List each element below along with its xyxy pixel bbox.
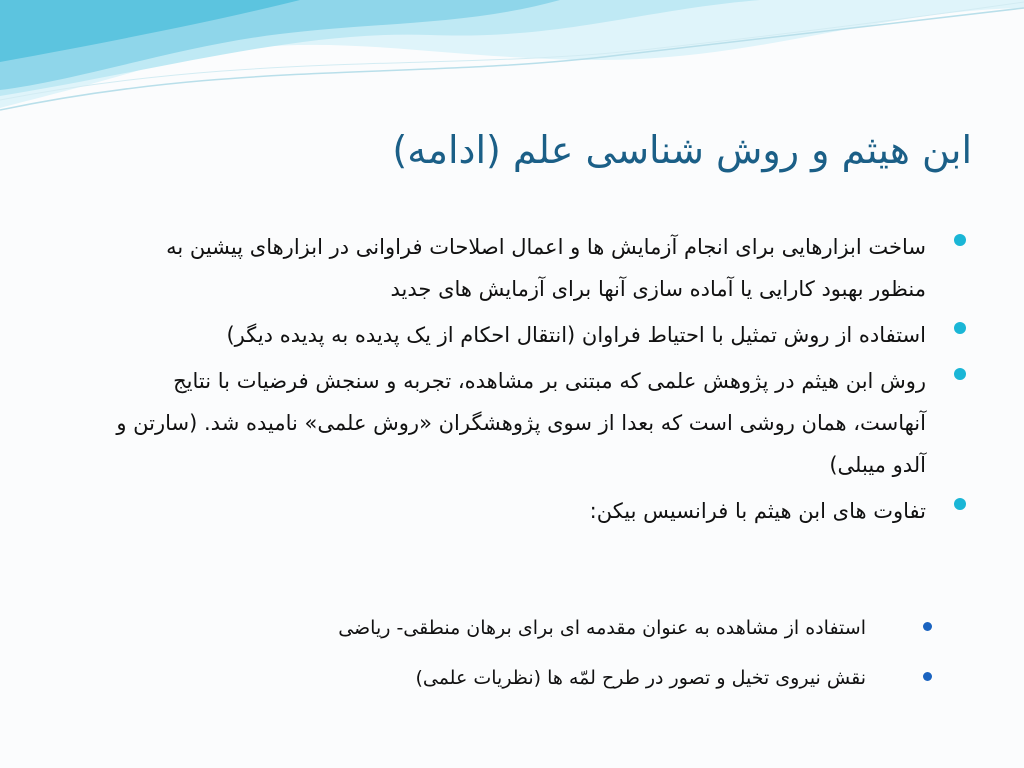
sub-bullet-text: استفاده از مشاهده به عنوان مقدمه ای برای برهان منطقی- ریاضی xyxy=(338,617,866,639)
sub-bullet-icon xyxy=(923,672,932,681)
sub-bullet-item xyxy=(104,610,924,646)
header-wave-decoration xyxy=(0,0,1024,120)
bullet-item xyxy=(104,360,964,486)
bullet-item xyxy=(104,490,964,532)
bullet-text: ساخت ابزارهایی برای انجام آزمایش ها و اعمال اصلاحات فراوانی در ابزارهای پیشین به منظور بهبود کارایی یا آماده سازی آنها برای آزمایش های جدید xyxy=(166,235,926,301)
bullet-text: استفاده از روش تمثیل با احتیاط فراوان (انتقال احکام از یک پدیده به پدیده دیگر) xyxy=(226,323,926,347)
sub-bullet-icon xyxy=(923,622,932,631)
bullet-text: روش ابن هیثم در پژوهش علمی که مبتنی بر مشاهده، تجربه و سنجش فرضیات با نتایج آنهاست، همان روشی است که بعدا از سوی پژوهشگران «روش علمی» نامیده شد. (سارتن و آلدو میبلی) xyxy=(116,369,926,477)
bullet-item xyxy=(104,314,964,356)
slide-title: ابن هیثم و روش شناسی علم (ادامه) xyxy=(392,128,972,172)
sub-bullet-list xyxy=(104,610,924,710)
bullet-icon xyxy=(954,498,966,510)
sub-bullet-item xyxy=(104,660,924,696)
bullet-icon xyxy=(954,322,966,334)
bullet-text: تفاوت های ابن هیثم با فرانسیس بیکن: xyxy=(589,499,926,523)
bullet-item xyxy=(104,226,964,310)
bullet-icon xyxy=(954,368,966,380)
bullet-list xyxy=(104,226,964,536)
bullet-icon xyxy=(954,234,966,246)
sub-bullet-text: نقش نیروی تخیل و تصور در طرح لمّه ها (نظریات علمی) xyxy=(415,667,866,689)
